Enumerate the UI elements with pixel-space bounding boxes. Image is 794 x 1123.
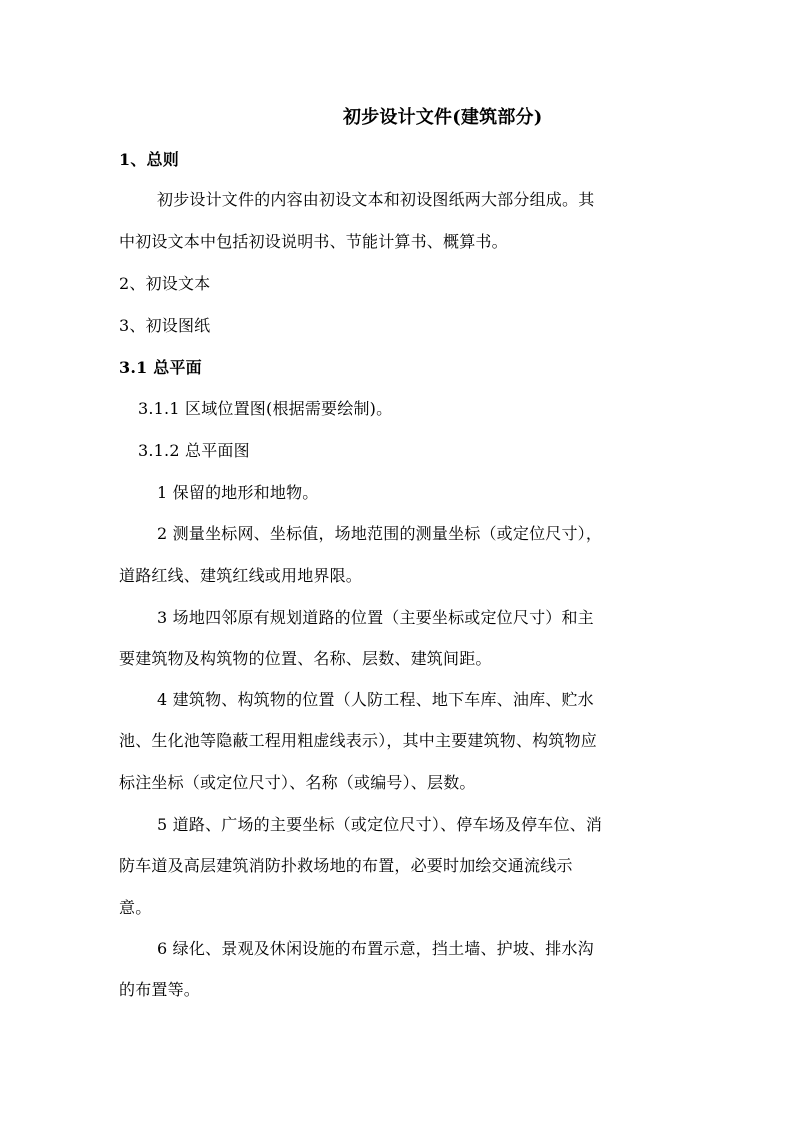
section-1-paragraph-line-1: 初步设计文件的内容由初设文本和初设图纸两大部分组成。其 (157, 190, 595, 209)
section-3-1-2: 3.1.2 总平面图 (138, 441, 250, 460)
list-item-6-line-1: 6 绿化、景观及休闲设施的布置示意，挡土墙、护坡、排水沟 (157, 939, 594, 958)
list-item-3-line-1: 3 场地四邻原有规划道路的位置（主要坐标或定位尺寸）和主 (157, 608, 594, 627)
list-item-2-line-2: 道路红线、建筑红线或用地界限。 (119, 566, 363, 585)
section-3-1-1: 3.1.1 区域位置图(根据需要绘制)。 (138, 399, 393, 418)
section-2-heading: 2、初设文本 (119, 274, 211, 293)
list-item-2-line-1: 2 测量坐标网、坐标值，场地范围的测量坐标（或定位尺寸）， (157, 524, 603, 543)
section-1-heading: 1、总则 (119, 150, 179, 169)
list-item-4-line-3: 标注坐标（或定位尺寸）、名称（或编号）、层数。 (119, 773, 476, 792)
page-title: 初步设计文件(建筑部分) (343, 107, 543, 128)
section-3-heading: 3、初设图纸 (119, 316, 211, 335)
list-item-4-line-2: 池、生化池等隐蔽工程用粗虚线表示），其中主要建筑物、构筑物应 (119, 731, 598, 750)
list-item-4-line-1: 4 建筑物、构筑物的位置（人防工程、地下车库、油库、贮水 (157, 690, 594, 709)
list-item-5-line-3: 意。 (119, 898, 152, 917)
section-1-paragraph-line-2: 中初设文本中包括初设说明书、节能计算书、概算书。 (119, 232, 508, 251)
section-3-1-heading: 3.1 总平面 (119, 358, 202, 377)
list-item-3-line-2: 要建筑物及构筑物的位置、名称、层数、建筑间距。 (119, 649, 492, 668)
list-item-6-line-2: 的布置等。 (119, 980, 201, 999)
list-item-5-line-2: 防车道及高层建筑消防扑救场地的布置，必要时加绘交通流线示 (119, 856, 573, 875)
list-item-5-line-1: 5 道路、广场的主要坐标（或定位尺寸）、停车场及停车位、消 (157, 815, 603, 834)
list-item-1: 1 保留的地形和地物。 (157, 483, 319, 502)
